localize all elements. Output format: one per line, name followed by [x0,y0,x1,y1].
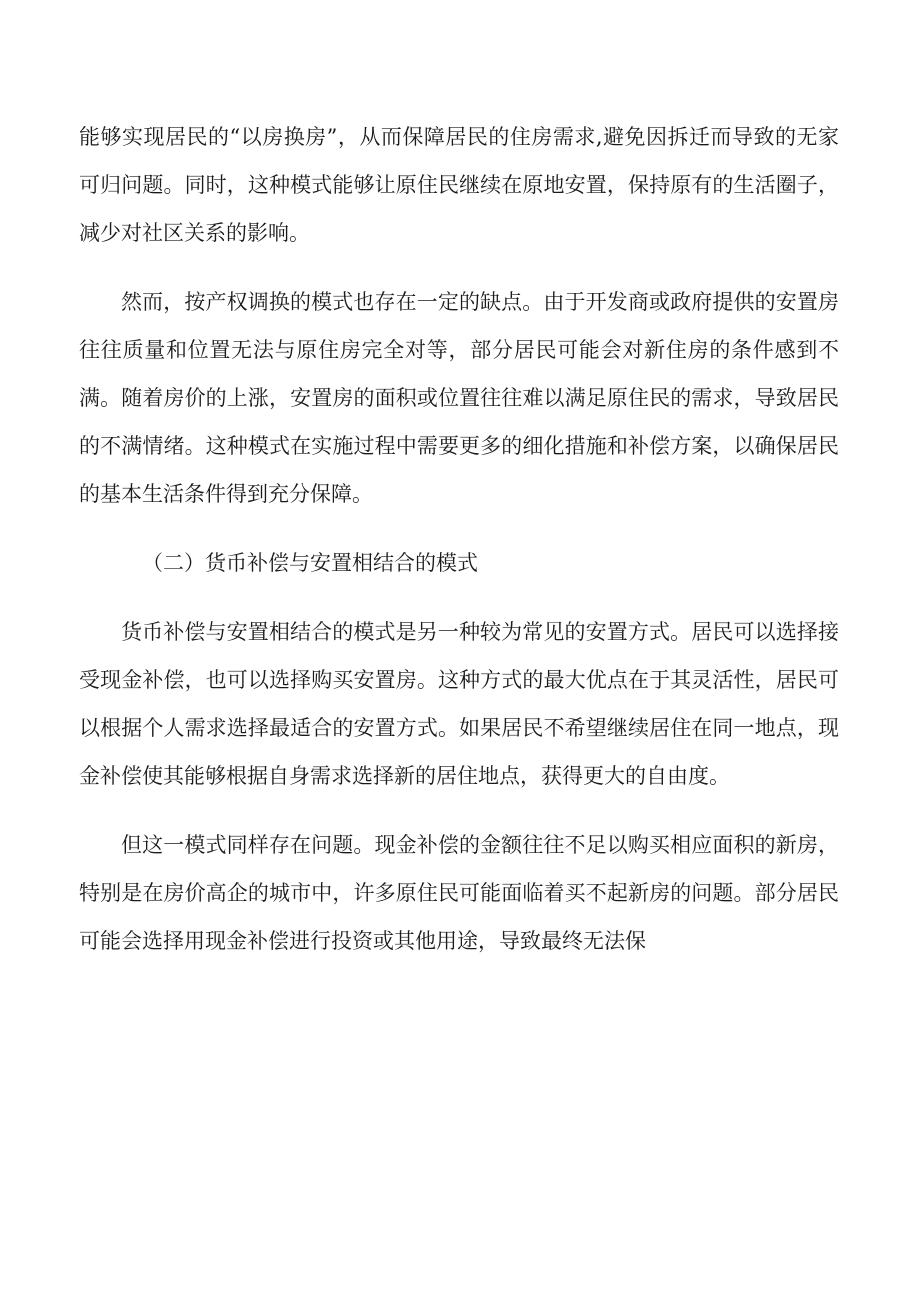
paragraph-property-exchange-drawbacks: 然而，按产权调换的模式也存在一定的缺点。由于开发商或政府提供的安置房往往质量和位置无法与原住房完全对等，部分居民可能会对新住房的条件感到不满。随着房价的上涨，安置房的面积或位置往往难以满足原住民的需求，导致居民的不满情绪。这种模式在实施过程中需要更多的细化措施和补偿方案，以确保居民的基本生活条件得到充分保障。 [79,290,839,506]
paragraph-monetary-compensation-model: 货币补偿与安置相结合的模式是另一种较为常见的安置方式。居民可以选择接受现金补偿，也可以选择购买安置房。这种方式的最大优点在于其灵活性，居民可以根据个人需求选择最适合的安置方式。如果居民不希望继续居住在同一地点，现金补偿使其能够根据自身需求选择新的居住地点，获得更大的自由度。 [79,620,839,788]
paragraph-continuation: 能够实现居民的“以房换房”，从而保障居民的住房需求,避免因拆迁而导致的无家可归问题。同时，这种模式能够让原住民继续在原地安置，保持原有的生活圈子，减少对社区关系的影响。 [79,125,839,245]
section-heading: （二）货币补偿与安置相结合的模式 [142,551,478,575]
paragraph-monetary-compensation-problems: 但这一模式同样存在问题。现金补偿的金额往往不足以购买相应面积的新房，特别是在房价高企的城市中，许多原住民可能面临着买不起新房的问题。部分居民可能会选择用现金补偿进行投资或其他用途，导致最终无法保 [79,833,839,953]
